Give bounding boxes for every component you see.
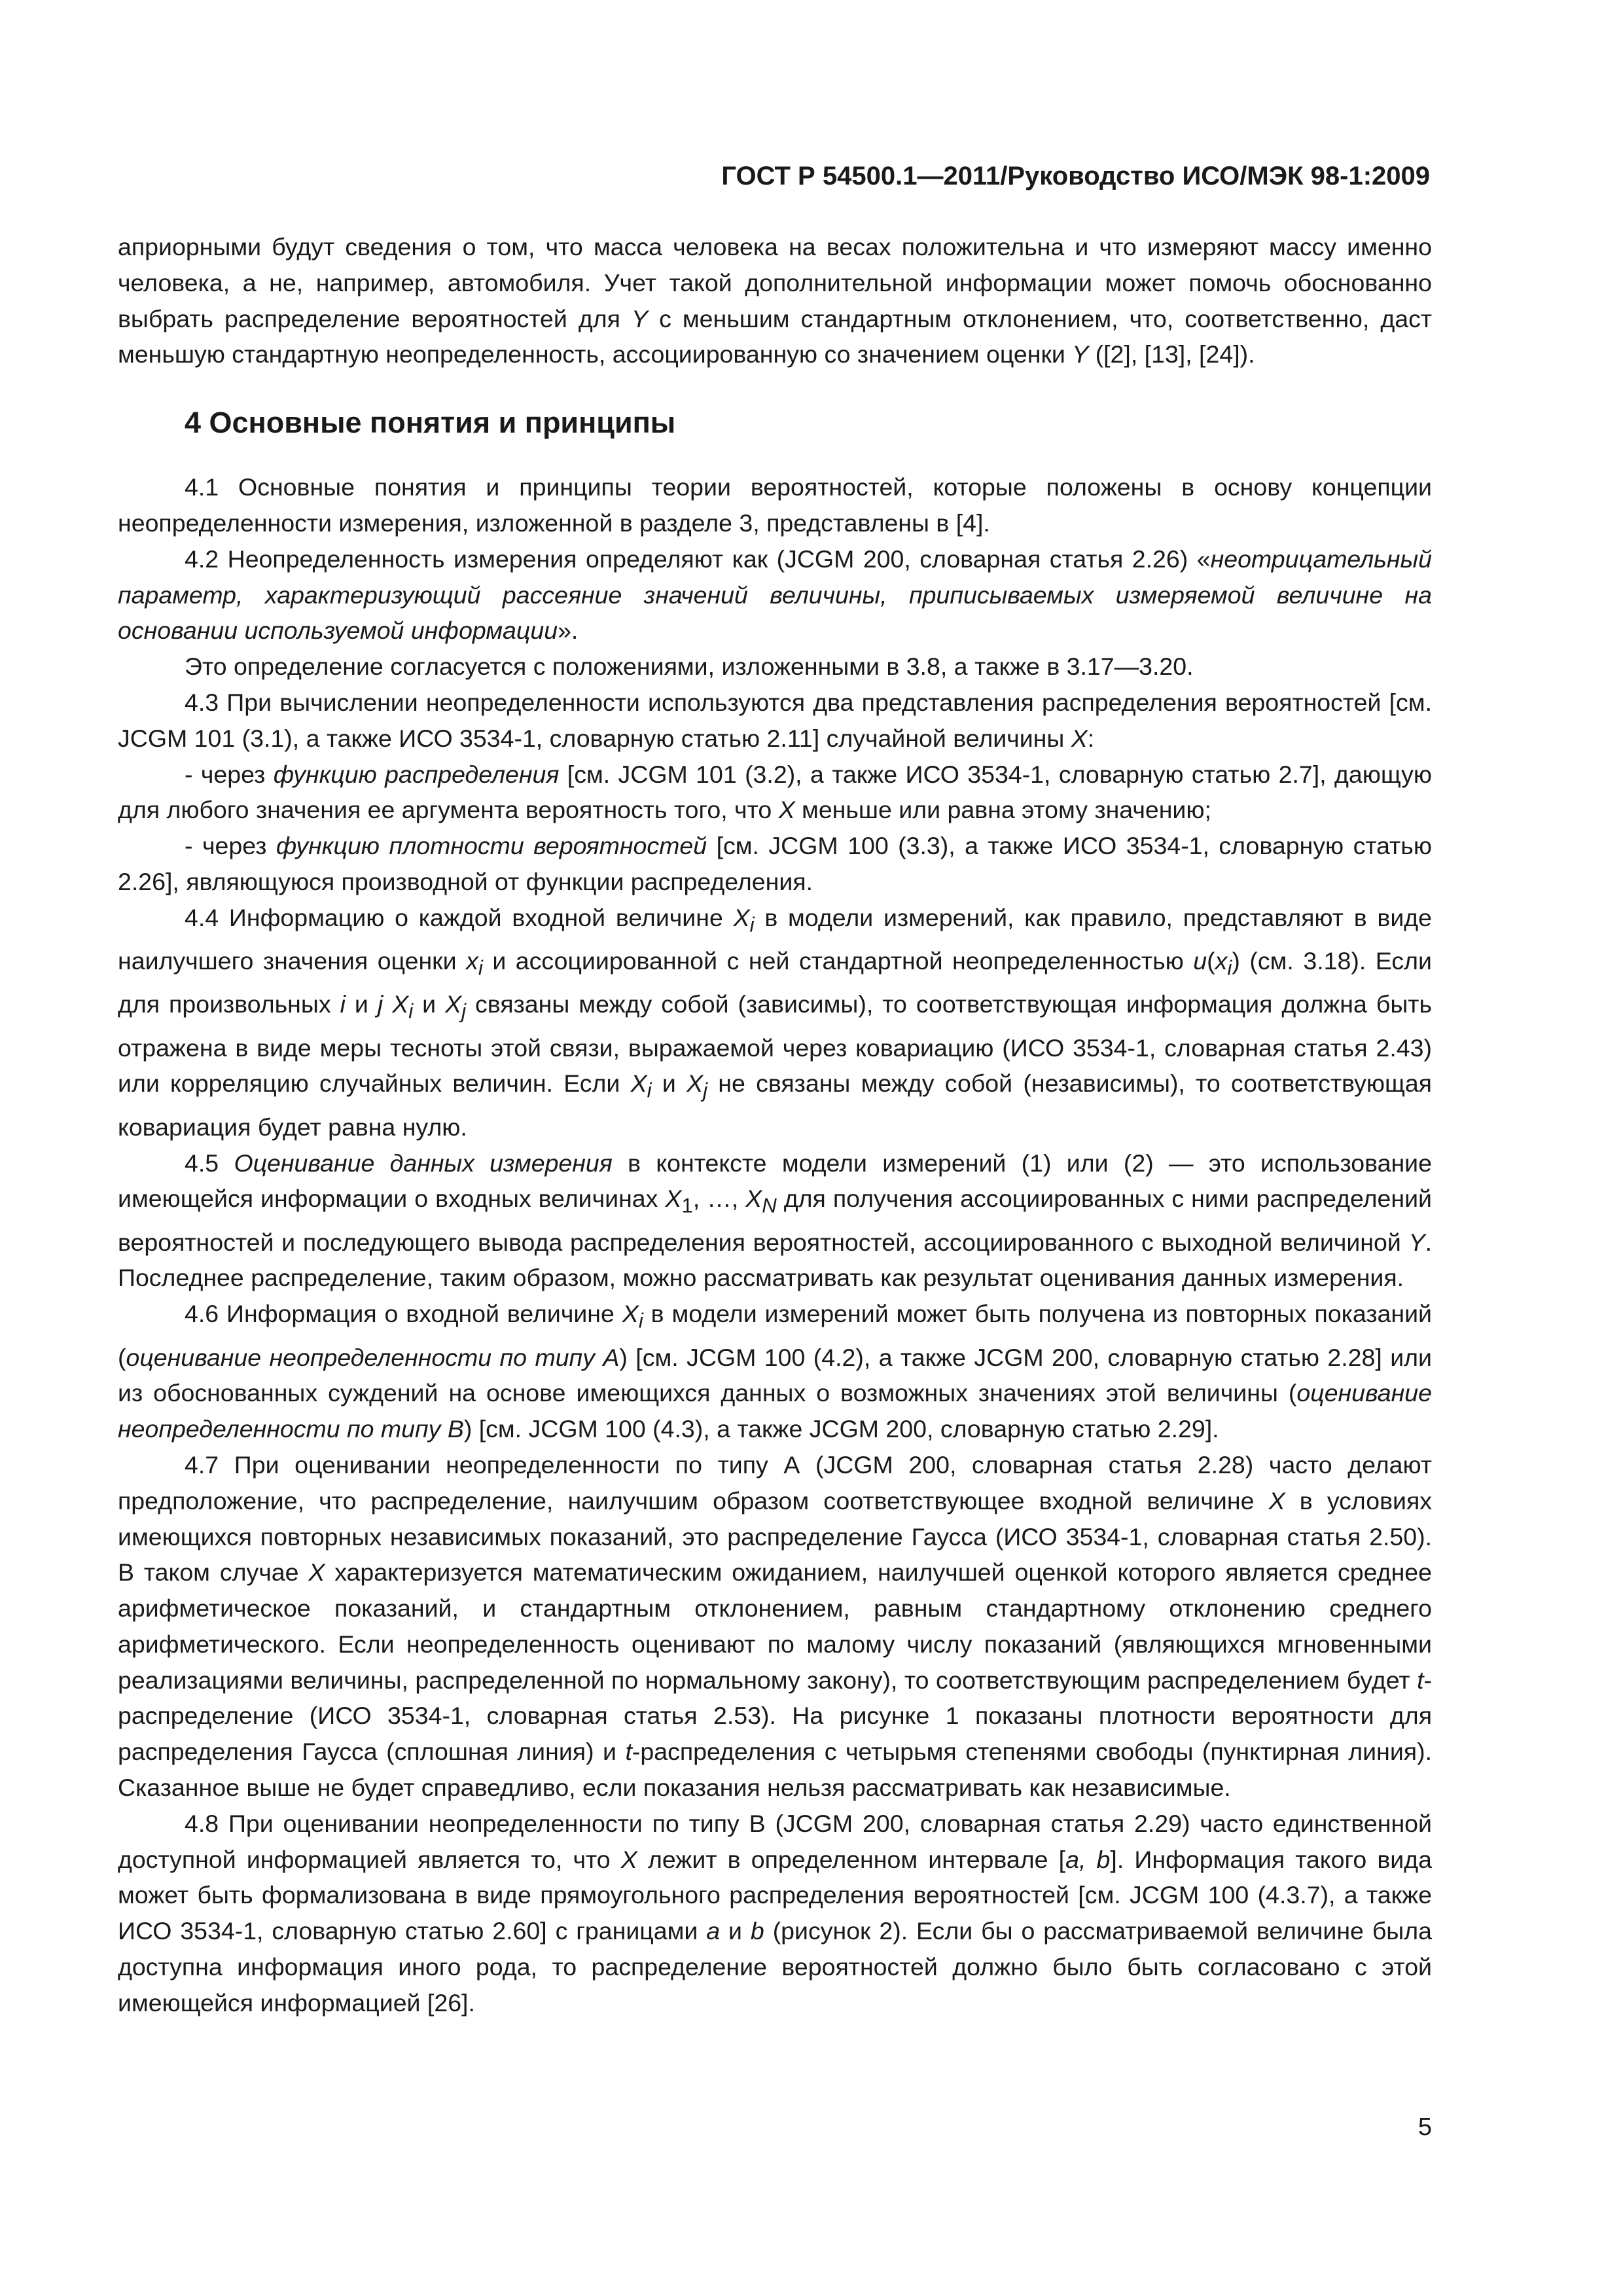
text-run: [см. JCGM 101 (3.2), а также ИСО 3534-1, словарную статью 2.7], дающую для любого значения ее аргумента вероятность того, что xyxy=(118,760,1432,824)
variable: X xyxy=(622,1300,639,1328)
paragraph-4-8 xyxy=(118,1806,1432,2021)
text-run: -распределение (ИСО 3534-1, словарная статья 2.53). На рисунке 1 показаны плотности вероятности для распределения Гаусса (сплошная линия) и xyxy=(118,1666,1432,1766)
running-header: ГОСТ Р 54500.1—2011/Руководство ИСО/МЭК 98-1:2009 xyxy=(721,162,1430,190)
variable: X xyxy=(620,1845,637,1873)
text-run: 4.8 При оценивании неопределенности по типу В (JCGM 200, словарная статья 2.29) часто единственной доступной информацией является то, что xyxy=(118,1809,1432,1873)
subscript: j xyxy=(703,1079,708,1102)
text-run: с меньшим стандартным отклонением, что, соответственно, даст меньшую стандартную неопределенность, ассоциированную со значением оценки xyxy=(118,304,1433,368)
text-run: 4.6 Информация о входной величине xyxy=(185,1300,622,1328)
variable: t xyxy=(1417,1666,1424,1694)
text-run: ]. Информация такого вида может быть формализована в виде прямоугольного распределения вероятностей [см. JCGM 100 (4.3.7), а также ИСО 3534-1, словарную статью 2.60] с границами xyxy=(118,1845,1432,1945)
text-run: и xyxy=(651,1069,687,1098)
variable: a, b xyxy=(1065,1845,1111,1873)
text-run xyxy=(383,990,392,1018)
text-run: 4.5 xyxy=(185,1149,234,1177)
text-run: меньше или равна этому значению; xyxy=(794,796,1211,824)
text-run: 4.4 Информацию о каждой входной величине xyxy=(185,903,734,931)
subscript: i xyxy=(749,913,755,937)
variable: X xyxy=(733,903,750,931)
term: функцию плотности вероятностей xyxy=(276,832,707,860)
variable: j xyxy=(377,990,383,1018)
text-run: не связаны между собой (независимы), то соответствующая ковариация будет равна нулю. xyxy=(118,1069,1432,1141)
text-run: ) [см. JCGM 100 (4.3), а также JCGM 200, словарную статью 2.29]. xyxy=(463,1415,1219,1443)
paragraph-4-2 xyxy=(118,541,1432,649)
text-run: (рисунок 2). Если бы о рассматриваемой величине была доступна информация иного рода, то распределение вероятностей должно было быть согласовано с этой имеющейся информацией [26]. xyxy=(118,1917,1432,2017)
text-run: в модели измерений может быть получена из повторных показаний ( xyxy=(118,1300,1432,1371)
subscript: i xyxy=(1227,956,1232,980)
variable: X xyxy=(745,1185,762,1213)
paragraph-4-4 xyxy=(118,900,1432,1145)
list-item-distribution-function xyxy=(118,757,1432,829)
list-item-density-function xyxy=(118,828,1432,900)
variable: X xyxy=(1071,724,1088,752)
variable: X xyxy=(778,796,795,824)
variable: Y xyxy=(1072,340,1089,368)
paragraph-intro xyxy=(118,229,1432,372)
text-run: 4.3 При вычислении неопределенности используются два представления распределения вероятностей [см. JCGM 101 (3.1), а также ИСО 3534-1, словарную статью 2.11] случайной величины xyxy=(118,688,1432,752)
variable: u xyxy=(1193,947,1207,975)
subscript: i xyxy=(647,1079,652,1102)
document-body xyxy=(118,229,1432,2021)
variable: X xyxy=(308,1558,325,1587)
text-run: ». xyxy=(558,617,579,645)
text-run: связаны между собой (зависимы), то соответствующая информация должна быть отражена в виде меры тесноты этой связи, выражаемой через ковариацию (ИСО 3534-1, словарная статья 2.43) или корреляцию случайных величин. Если xyxy=(118,990,1432,1098)
paragraph-4-5 xyxy=(118,1145,1432,1297)
subscript: i xyxy=(478,956,483,980)
text-run: ) [см. JCGM 100 (4.2), а также JCGM 200, словарную статью 2.28] или из обоснованных суждений на основе имеющихся данных о возможных значениях этой величины ( xyxy=(118,1343,1433,1407)
text-run: ([2], [13], [24]). xyxy=(1088,340,1255,368)
section-heading: 4 Основные понятия и принципы xyxy=(185,406,676,440)
definition-quote: неотрицательный параметр, характеризующий рассеяние значений величины, приписываемых измеряемой величине на основании используемой информации xyxy=(118,545,1432,645)
text-run: и ассоциированной с ней стандартной неопределенностью xyxy=(482,947,1194,975)
term: функцию распределения xyxy=(273,760,560,788)
text-run: ( xyxy=(1207,947,1215,975)
page-number: 5 xyxy=(1418,2113,1432,2141)
text-run: [см. JCGM 100 (3.3), а также ИСО 3534-1, словарную статью 2.26], являющуюся производной от функции распределения. xyxy=(118,832,1432,895)
text-run: . Последнее распределение, таким образом, можно рассматривать как результат оценивания данных измерения. xyxy=(118,1228,1432,1292)
text-run: 4.2 Неопределенность измерения определяют как (JCGM 200, словарная статья 2.26) « xyxy=(185,545,1211,573)
variable: X xyxy=(1268,1486,1285,1515)
subscript: i xyxy=(638,1309,643,1333)
text-run: для получения ассоциированных с ними распределений вероятностей и последующего вывода распределения вероятностей, ассоциированного с выходной величиной xyxy=(118,1185,1432,1256)
text-run: лежит в определенном интервале [ xyxy=(637,1845,1066,1873)
term: оценивание неопределенности по типу А xyxy=(126,1343,620,1371)
paragraph-4-2-note: Это определение согласуется с положениями, изложенными в 3.8, а также в 3.17—3.20. xyxy=(185,653,1194,681)
text-run: (см. 3.18). Если для произвольных xyxy=(118,947,1432,1018)
variable: t xyxy=(625,1738,632,1766)
paragraph-4-3 xyxy=(118,685,1432,757)
variable: Y xyxy=(1408,1228,1425,1256)
text-run: , …, xyxy=(692,1185,746,1213)
text-run: ) xyxy=(1232,947,1240,975)
subscript: j xyxy=(461,999,467,1023)
term: оценивание неопределенности по типу В xyxy=(118,1379,1432,1443)
text-run: - через xyxy=(185,832,276,860)
variable: x xyxy=(466,947,478,975)
text-run: 4.7 При оценивании неопределенности по типу А (JCGM 200, словарная статья 2.28) часто делают предположение, что распределение, наилучшим образом соответствующее входной величине xyxy=(118,1450,1432,1515)
text-run: : xyxy=(1087,724,1095,752)
text-run: и xyxy=(720,1917,751,1945)
text-run: - через xyxy=(185,760,274,788)
text-run: в условиях имеющихся повторных независимых показаний, это распределение Гаусса (ИСО 3534-1, словарная статья 2.50). В таком случае xyxy=(118,1486,1433,1587)
variable: Y xyxy=(632,304,649,332)
paragraph-4-7 xyxy=(118,1447,1432,1806)
subscript: i xyxy=(408,999,414,1023)
variable: X xyxy=(665,1185,682,1213)
variable: X xyxy=(445,990,462,1018)
subscript: N xyxy=(762,1194,777,1217)
variable: X xyxy=(392,990,409,1018)
variable: a xyxy=(706,1917,721,1945)
paragraph-4-1: 4.1 Основные понятия и принципы теории вероятностей, которые положены в основу концепции неопределенности измерения, изложенной в разделе 3, представлены в [4]. xyxy=(118,473,1432,537)
variable: X xyxy=(630,1069,647,1098)
text-run: и xyxy=(345,990,378,1018)
variable: b xyxy=(750,1917,764,1945)
term: Оценивание данных измерения xyxy=(234,1149,613,1177)
text-run: в модели измерений, как правило, представляют в виде наилучшего значения оценки xyxy=(118,903,1432,975)
text-run: и xyxy=(413,990,446,1018)
variable: i xyxy=(340,990,346,1018)
text-run: в контексте модели измерений (1) или (2) — это использование имеющейся информации о входных величинах xyxy=(118,1149,1432,1213)
variable: X xyxy=(687,1069,704,1098)
variable: x xyxy=(1215,947,1228,975)
text-run: -распределения с четырьмя степенями свободы (пунктирная линия). Сказанное выше не будет справедливо, если показания нельзя рассматривать как независимые. xyxy=(118,1738,1432,1802)
subscript: 1 xyxy=(681,1194,693,1217)
paragraph-4-6 xyxy=(118,1296,1432,1447)
text-run: характеризуется математическим ожиданием, наилучшей оценкой которого является среднее арифметическое показаний, и стандартным отклонением, равным стандартному отклонению среднего арифметического. Если неопределенность оценивают по малому числу показаний (являющихся мгновенными реализациями величины, распределенной по нормальному закону), то соответствующим распределением будет xyxy=(118,1558,1432,1694)
text-run: априорными будут сведения о том, что масса человека на весах положительна и что измеряют массу именно человека, а не, например, автомобиля. Учет такой дополнительной информации может помочь обоснованно выбрать распределение вероятностей для xyxy=(118,233,1432,332)
